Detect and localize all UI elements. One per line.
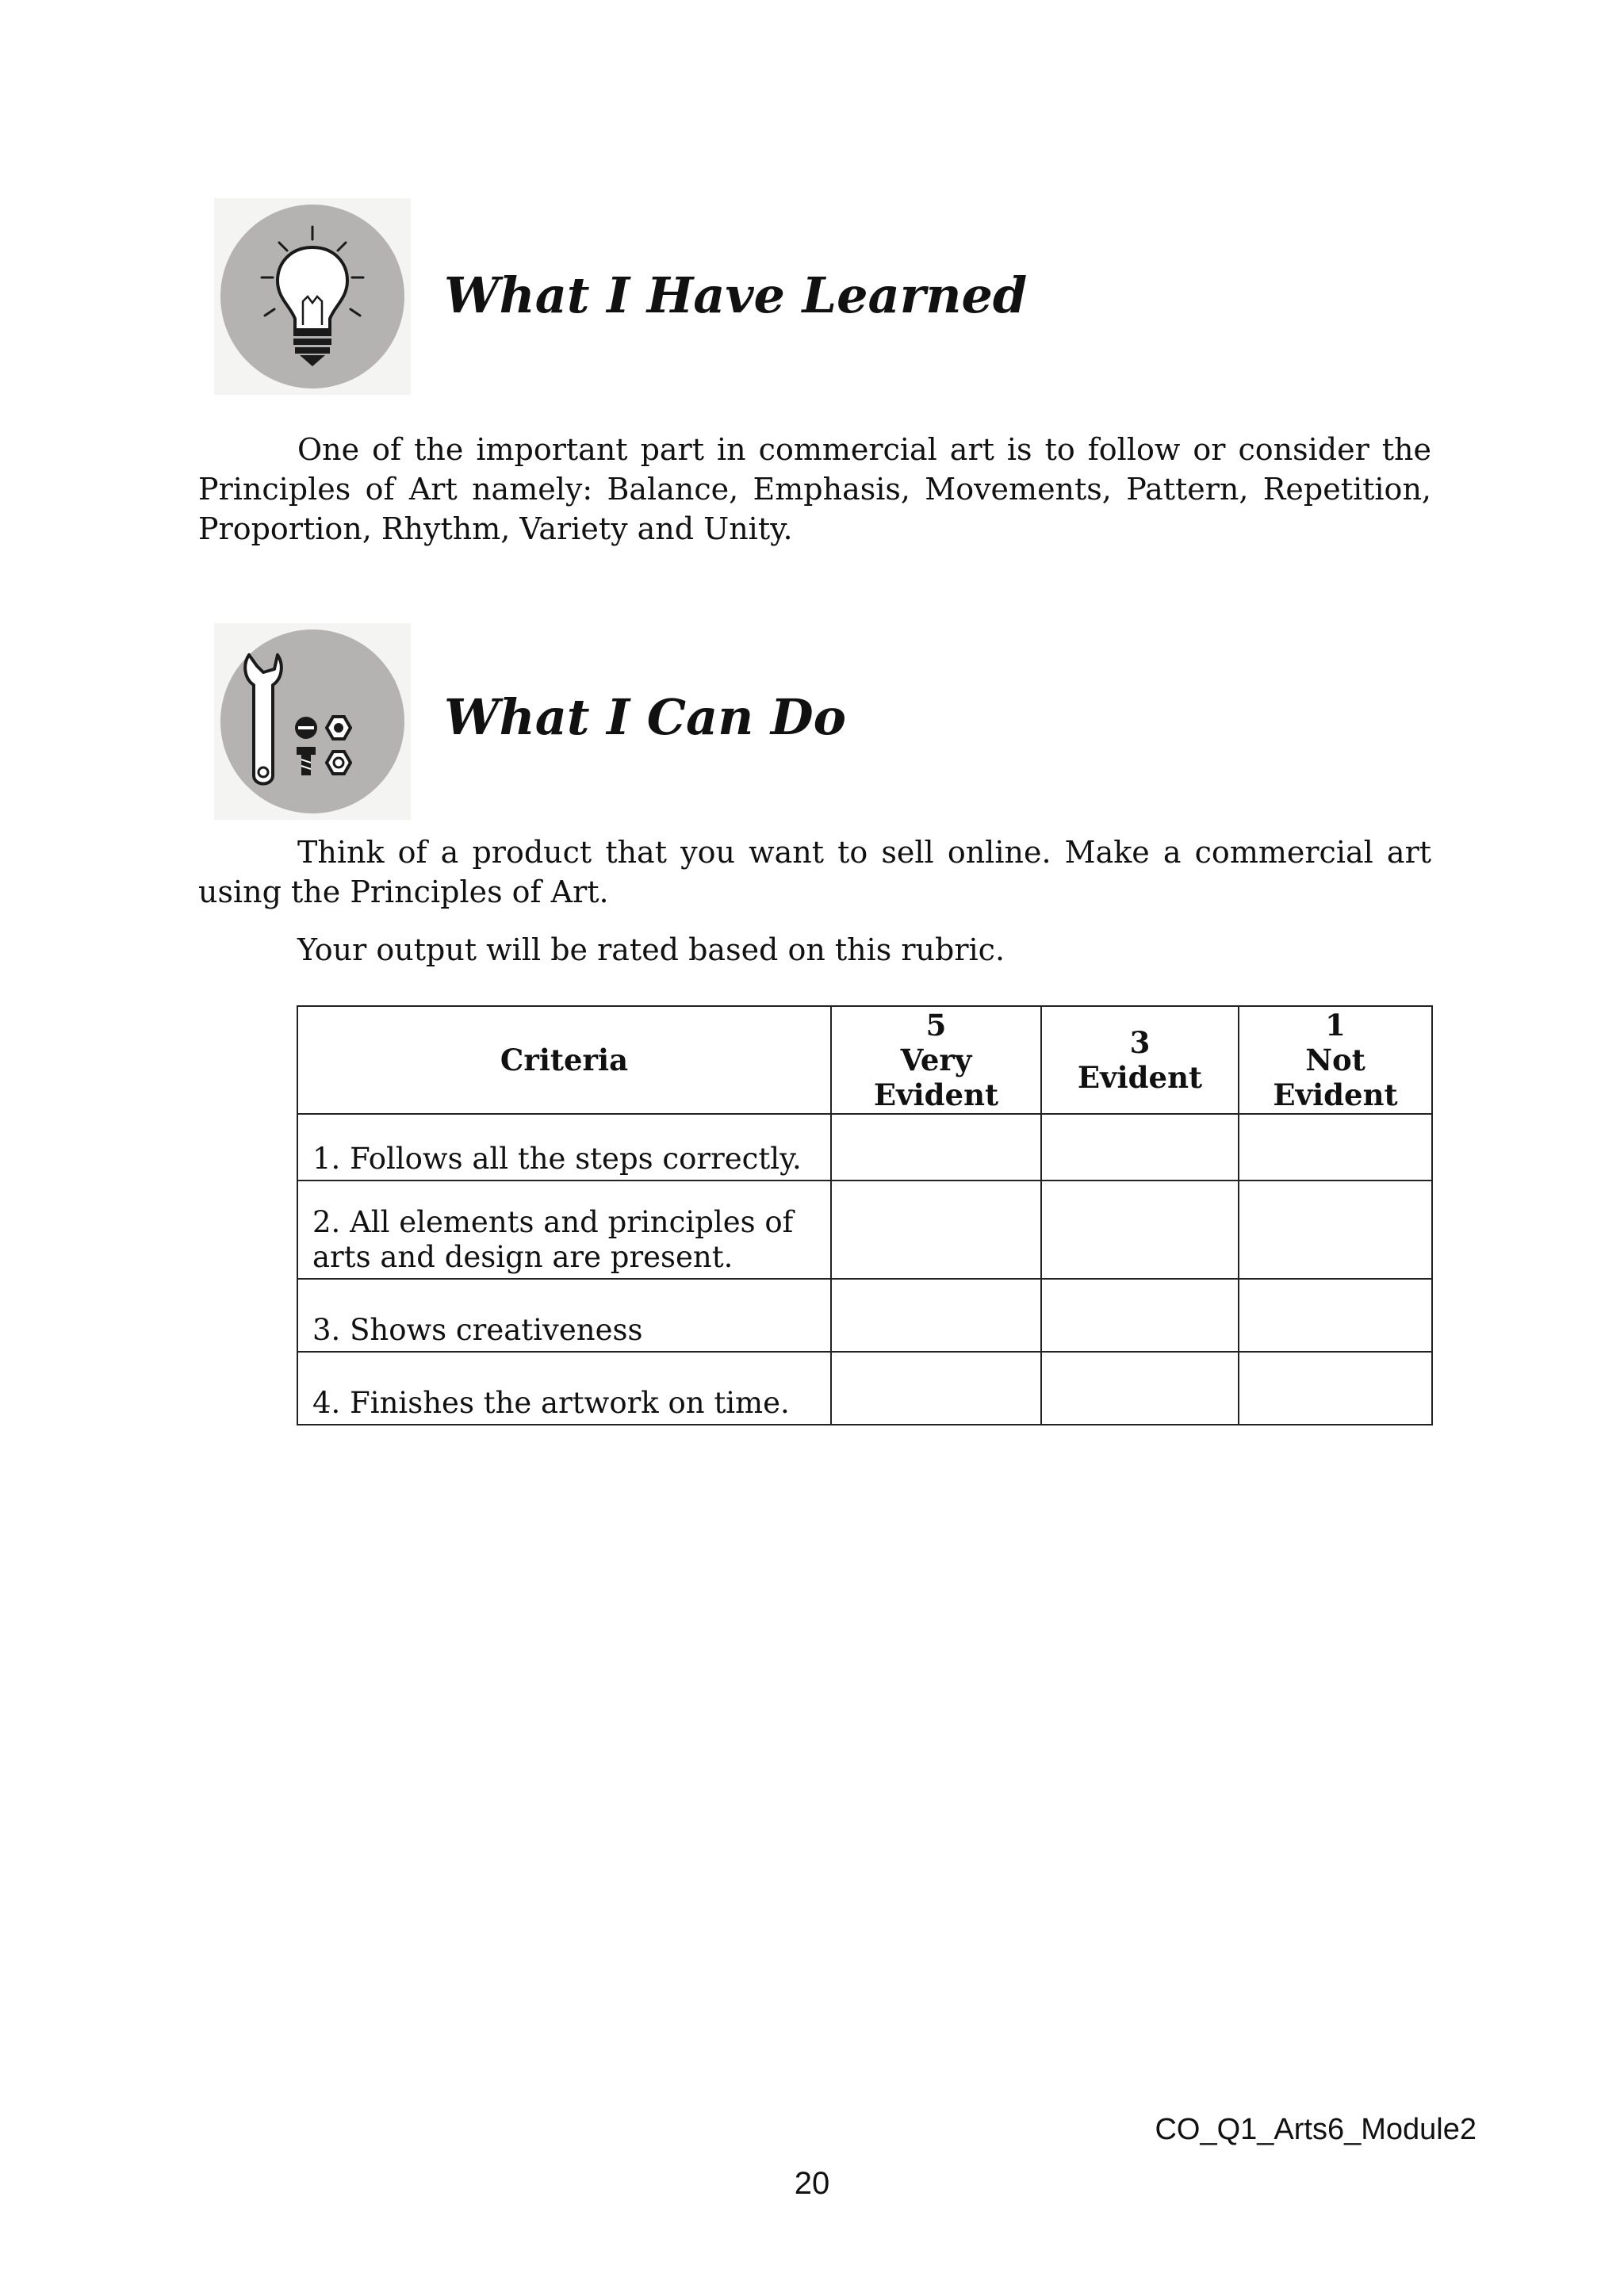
score-cell[interactable] xyxy=(831,1352,1041,1425)
lightbulb-icon xyxy=(214,198,411,395)
section-title-what-i-can-do: What I Can Do xyxy=(444,688,846,746)
criteria-cell: 4. Finishes the artwork on time. xyxy=(297,1352,831,1425)
score-cell[interactable] xyxy=(831,1279,1041,1352)
learned-paragraph: One of the important part in commercial art is to follow or consider the Principles of Art namely: Balance, Emphasis, Movements, Pattern, Repetition, Proportion, Rhythm, Variety and Unity. xyxy=(198,432,1431,546)
table-row xyxy=(297,1352,1432,1425)
criteria-header: Criteria xyxy=(297,1006,831,1114)
score-cell[interactable] xyxy=(831,1181,1041,1279)
criteria-cell: 1. Follows all the steps correctly. xyxy=(297,1114,831,1181)
score-cell[interactable] xyxy=(1239,1279,1432,1352)
score-cell[interactable] xyxy=(831,1114,1041,1181)
wrench-tools-icon xyxy=(214,623,411,820)
score-cell[interactable] xyxy=(1041,1114,1239,1181)
rubric-header-row xyxy=(297,1006,1432,1114)
score-cell[interactable] xyxy=(1041,1352,1239,1425)
score-cell[interactable] xyxy=(1041,1279,1239,1352)
evident-header: 3 Evident xyxy=(1041,1006,1239,1114)
score-cell[interactable] xyxy=(1041,1181,1239,1279)
not-evident-header: 1 Not Evident xyxy=(1239,1006,1432,1114)
rubric-intro: Your output will be rated based on this rubric. xyxy=(297,932,1005,967)
table-row xyxy=(297,1279,1432,1352)
score-cell[interactable] xyxy=(1239,1181,1432,1279)
can-do-paragraph: Think of a product that you want to sell online. Make a commercial art using the Principles of Art. xyxy=(198,835,1431,909)
module-code: CO_Q1_Arts6_Module2 xyxy=(1155,2113,1477,2146)
score-cell[interactable] xyxy=(1239,1114,1432,1181)
very-evident-header: 5 Very Evident xyxy=(831,1006,1041,1114)
criteria-cell: 3. Shows creativeness xyxy=(297,1279,831,1352)
section-title-what-i-have-learned: What I Have Learned xyxy=(444,266,1028,324)
score-cell[interactable] xyxy=(1239,1352,1432,1425)
criteria-cell: 2. All elements and principles of arts and design are present. xyxy=(297,1181,831,1279)
table-row xyxy=(297,1114,1432,1181)
table-row xyxy=(297,1181,1432,1279)
page-number: 20 xyxy=(794,2166,830,2201)
rubric-table xyxy=(297,1005,1433,1425)
